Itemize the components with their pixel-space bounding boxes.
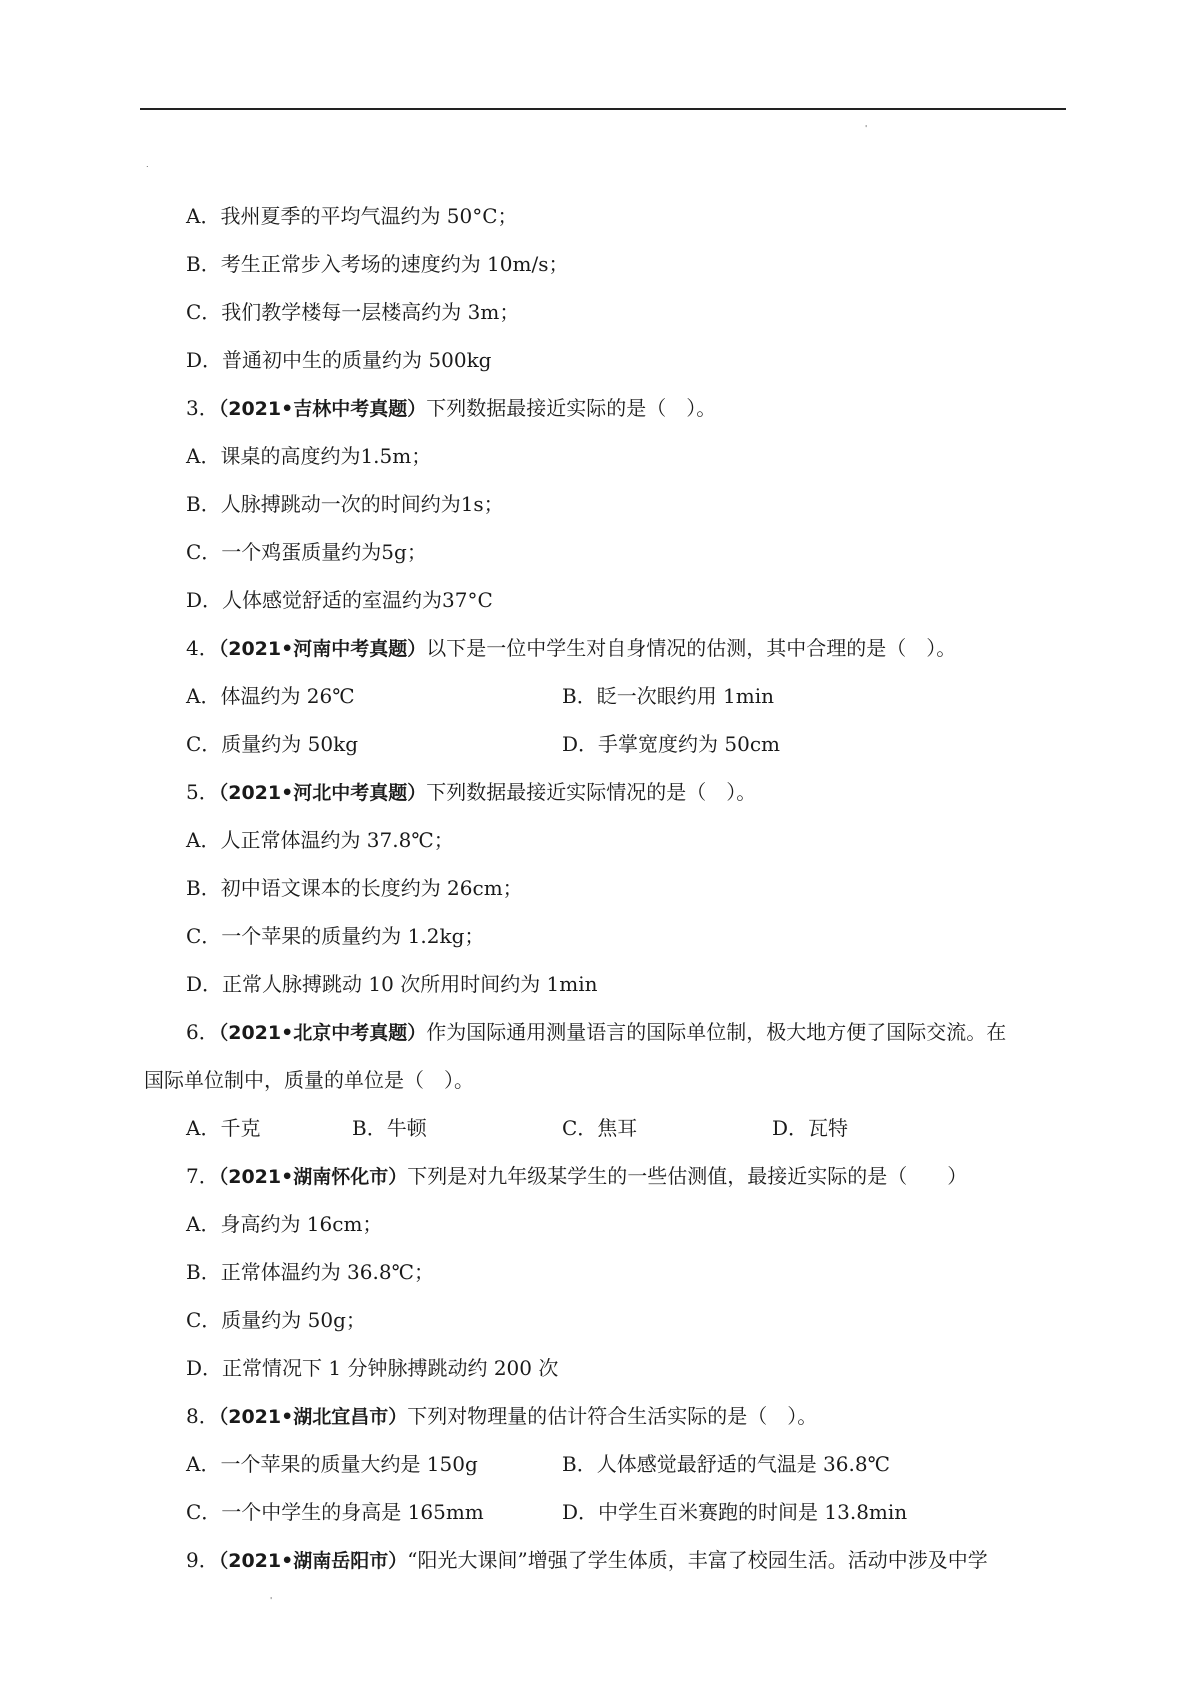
q4-option-d: D．手掌宽度约为 50cm <box>562 732 781 756</box>
text-span: C．一个苹果的质量约为 1.2kg； <box>186 924 485 948</box>
question-text: “阳光大课间”增强了学生体质，丰富了校园生活。活动中涉及中学 <box>407 1548 988 1572</box>
q2-option-a <box>0 196 1200 236</box>
q6-options <box>0 1108 1200 1148</box>
q4-stem <box>0 628 1200 668</box>
q5-option-b <box>0 868 1200 908</box>
text-span: A．身高约为 16cm； <box>186 1212 383 1236</box>
scan-mark: . <box>146 160 149 169</box>
question-text: 下列数据最接近实际的是（ ）。 <box>426 396 717 420</box>
q6-option-c: C．焦耳 <box>562 1116 638 1140</box>
q9-stem <box>0 1540 1200 1580</box>
question-source: （2021•北京中考真题） <box>218 1022 427 1044</box>
header-rule <box>140 108 1066 110</box>
q5-stem <box>0 772 1200 812</box>
question-source: （2021•湖南岳阳市） <box>218 1550 408 1572</box>
text-span: D．普通初中生的质量约为 500kg <box>186 348 492 372</box>
q5-option-c <box>0 916 1200 956</box>
question-text: 下列是对九年级某学生的一些估测值，最接近实际的是（ ） <box>407 1164 968 1188</box>
q6-option-d: D．瓦特 <box>772 1116 849 1140</box>
q8-options-row-2 <box>0 1492 1200 1532</box>
scan-mark: ' <box>270 1596 273 1605</box>
q4-options-row-1 <box>0 676 1200 716</box>
q8-option-a: A．一个苹果的质量大约是 150g <box>186 1452 478 1476</box>
q4-option-b: B．眨一次眼约用 1min <box>562 684 775 708</box>
text-span: A．课桌的高度约为1.5m； <box>186 444 432 468</box>
question-number: 9． <box>186 1548 219 1572</box>
q7-option-b <box>0 1252 1200 1292</box>
q2-option-b <box>0 244 1200 284</box>
q6-option-a: A．千克 <box>186 1116 261 1140</box>
scan-mark: ' <box>865 124 868 133</box>
text-span: A．我州夏季的平均气温约为 50°C； <box>186 204 518 228</box>
q8-stem <box>0 1396 1200 1436</box>
q3-stem <box>0 388 1200 428</box>
q3-option-a <box>0 436 1200 476</box>
question-text: 以下是一位中学生对自身情况的估测，其中合理的是（ ）。 <box>426 636 957 660</box>
q8-options-row-1 <box>0 1444 1200 1484</box>
q5-option-a <box>0 820 1200 860</box>
text-span: B．正常体温约为 36.8℃； <box>186 1260 434 1284</box>
question-number: 3． <box>186 396 219 420</box>
text-span: B．人脉搏跳动一次的时间约为1s； <box>186 492 504 516</box>
question-number: 8． <box>186 1404 219 1428</box>
question-source: （2021•湖南怀化市） <box>218 1166 408 1188</box>
text-span: A．人正常体温约为 37.8℃； <box>186 828 454 852</box>
text-span: D．人体感觉舒适的室温约为37°C <box>186 588 493 612</box>
q6-stem-continued <box>0 1060 1200 1100</box>
question-number: 4． <box>186 636 219 660</box>
q5-option-d <box>0 964 1200 1004</box>
q4-options-row-2 <box>0 724 1200 764</box>
question-text: 作为国际通用测量语言的国际单位制，极大地方便了国际交流。在 <box>426 1020 1007 1044</box>
question-source: （2021•河北中考真题） <box>218 782 427 804</box>
question-text: 下列对物理量的估计符合生活实际的是（ ）。 <box>407 1404 818 1428</box>
q8-option-c: C．一个中学生的身高是 165mm <box>186 1500 484 1524</box>
q3-option-c <box>0 532 1200 572</box>
q7-option-a <box>0 1204 1200 1244</box>
q2-option-d <box>0 340 1200 380</box>
q7-stem <box>0 1156 1200 1196</box>
question-number: 5． <box>186 780 219 804</box>
text-span: C．一个鸡蛋质量约为5g； <box>186 540 427 564</box>
q6-option-b: B．牛顿 <box>352 1116 427 1140</box>
question-source: （2021•吉林中考真题） <box>218 398 427 420</box>
text-span: C．我们教学楼每一层楼高约为 3m； <box>186 300 520 324</box>
text-span: 国际单位制中，质量的单位是（ ）。 <box>144 1068 474 1092</box>
q6-stem <box>0 1012 1200 1052</box>
q2-option-c <box>0 292 1200 332</box>
text-span: C．质量约为 50g； <box>186 1308 366 1332</box>
q3-option-b <box>0 484 1200 524</box>
q8-option-d: D．中学生百米赛跑的时间是 13.8min <box>562 1500 908 1524</box>
q7-option-d <box>0 1348 1200 1388</box>
q4-option-a: A．体温约为 26℃ <box>186 684 355 708</box>
text-span: D．正常人脉搏跳动 10 次所用时间约为 1min <box>186 972 598 996</box>
text-span: B．考生正常步入考场的速度约为 10m/s； <box>186 252 569 276</box>
question-number: 6． <box>186 1020 219 1044</box>
question-source: （2021•湖北宜昌市） <box>218 1406 408 1428</box>
text-span: B．初中语文课本的长度约为 26cm； <box>186 876 523 900</box>
question-source: （2021•河南中考真题） <box>218 638 427 660</box>
question-number: 7． <box>186 1164 219 1188</box>
text-span: D．正常情况下 1 分钟脉搏跳动约 200 次 <box>186 1356 559 1380</box>
q4-option-c: C．质量约为 50kg <box>186 732 359 756</box>
q7-option-c <box>0 1300 1200 1340</box>
question-text: 下列数据最接近实际情况的是（ ）。 <box>426 780 757 804</box>
q8-option-b: B．人体感觉最舒适的气温是 36.8℃ <box>562 1452 890 1476</box>
q3-option-d <box>0 580 1200 620</box>
